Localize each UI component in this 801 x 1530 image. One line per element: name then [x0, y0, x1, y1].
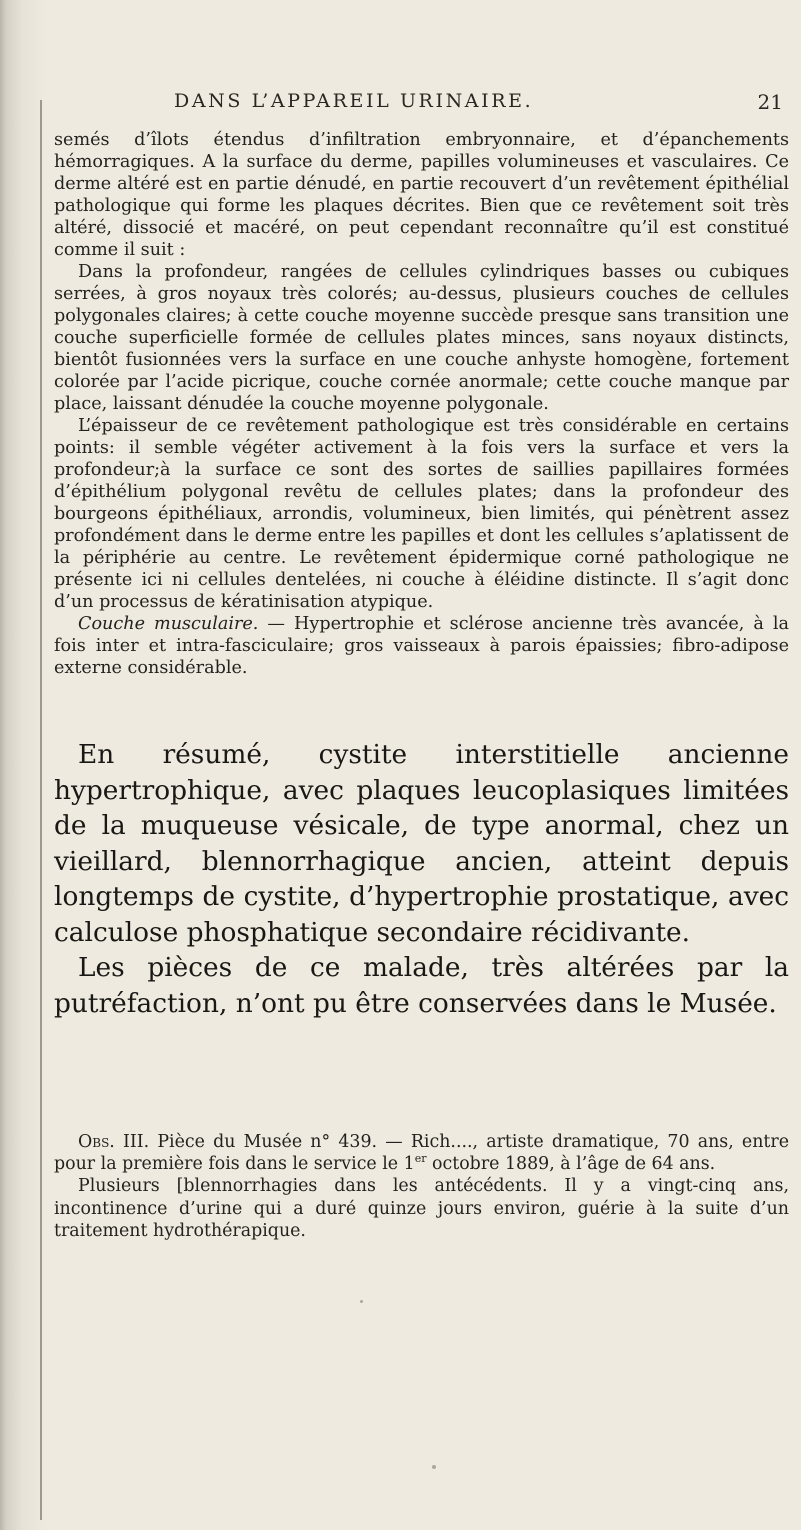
section-label: Couche musculaire.	[78, 614, 259, 634]
observation-block	[54, 1131, 789, 1242]
observation-label: Obs. III.	[78, 1132, 150, 1152]
paragraph-couche-musculaire	[54, 613, 789, 679]
page-edge-line	[40, 100, 42, 1520]
book-page	[54, 0, 789, 1530]
page-number: 21	[757, 90, 783, 114]
summary-block	[54, 737, 789, 1021]
summary-paragraph: Les pièces de ce malade, très altérées par la putréfaction, n’ont pu être conservées dans le Musée.	[54, 952, 789, 1019]
paragraph: Dans la profondeur, rangées de cellules cylindriques basses ou cubiques serrées, à gros noyaux très colorés; au-dessus, plusieurs couches de cellules polygonales claires; à cette couche moyenne succède presque sans transition une couche superficielle formée de cellules plates minces, sans noyaux distincts, bientôt fusionnées vers la surface en une couche anhyste homogène, fortement colorée par l’acide picrique, couche cornée anormale; cette couche manque par place, laissant dénudée la couche moyenne polygonale.	[54, 262, 789, 414]
pathology-description	[54, 129, 789, 679]
summary-paragraph: En résumé, cystite interstitielle ancienne hypertrophique, avec plaques leucoplasiques limitées de la muqueuse vésicale, de type anormal, chez un vieillard, blennorrhagique ancien, atteint depuis longtemps de cystite, d’hypertrophie prostatique, avec calculose phosphatique secondaire récidivante.	[54, 739, 789, 948]
observation-text-end: octobre 1889, à l’âge de 64 ans.	[426, 1154, 716, 1175]
observation-text: Pièce du Musée n° 439. — Rich...., artiste dramatique, 70 ans, entre pour la première fois dans le service le 1	[54, 1132, 789, 1175]
observation-paragraph: Plusieurs [blennorrhagies dans les antécédents. Il y a vingt-cinq ans, incontinence d’urine qui a duré quinze jours environ, guérie à la suite d’un traitement hydrothérapique.	[54, 1176, 789, 1241]
paragraph: semés d’îlots étendus d’infiltration embryonnaire, et d’épanchements hémorragiques. A la surface du derme, papilles volumineuses et vasculaires. Ce derme altéré est en partie dénudé, en partie recouvert d’un revêtement épithélial pathologique qui forme les plaques décrites. Bien que ce revêtement soit très altéré, dissocié et macéré, on peut cependant reconnaître qu’il est constitué comme il suit :	[54, 130, 789, 260]
running-title: DANS L’APPAREIL URINAIRE.	[174, 90, 534, 112]
paragraph: L’épaisseur de ce revêtement pathologique est très considérable en certains points: il semble végéter activement à la fois vers la surface et vers la profondeur;à la surface ce sont des sortes de saillies papillaires formées d’épithélium polygonal revêtu de cellules plates; dans la profondeur des bourgeons épithéliaux, arrondis, volumineux, bien limités, qui pénètrent assez profondément dans le derme entre les papilles et dont les cellules s’aplatissent de la périphérie au centre. Le revêtement épidermique corné pathologique ne présente ici ni cellules dentelées, ni couche à éléidine distincte. Il s’agit donc d’un processus de kératinisation atypique.	[54, 416, 789, 612]
running-head	[54, 90, 789, 120]
paper-speck	[432, 1465, 436, 1469]
superscript: er	[414, 1152, 427, 1166]
observation-paragraph	[54, 1131, 789, 1175]
paragraph-text: — Hypertrophie et sclérose ancienne très avancée, à la fois inter et intra-fasciculaire; gros vaisseaux à parois épaissies; fibro-adipose externe considérable.	[54, 614, 789, 678]
paper-speck	[360, 1300, 363, 1303]
